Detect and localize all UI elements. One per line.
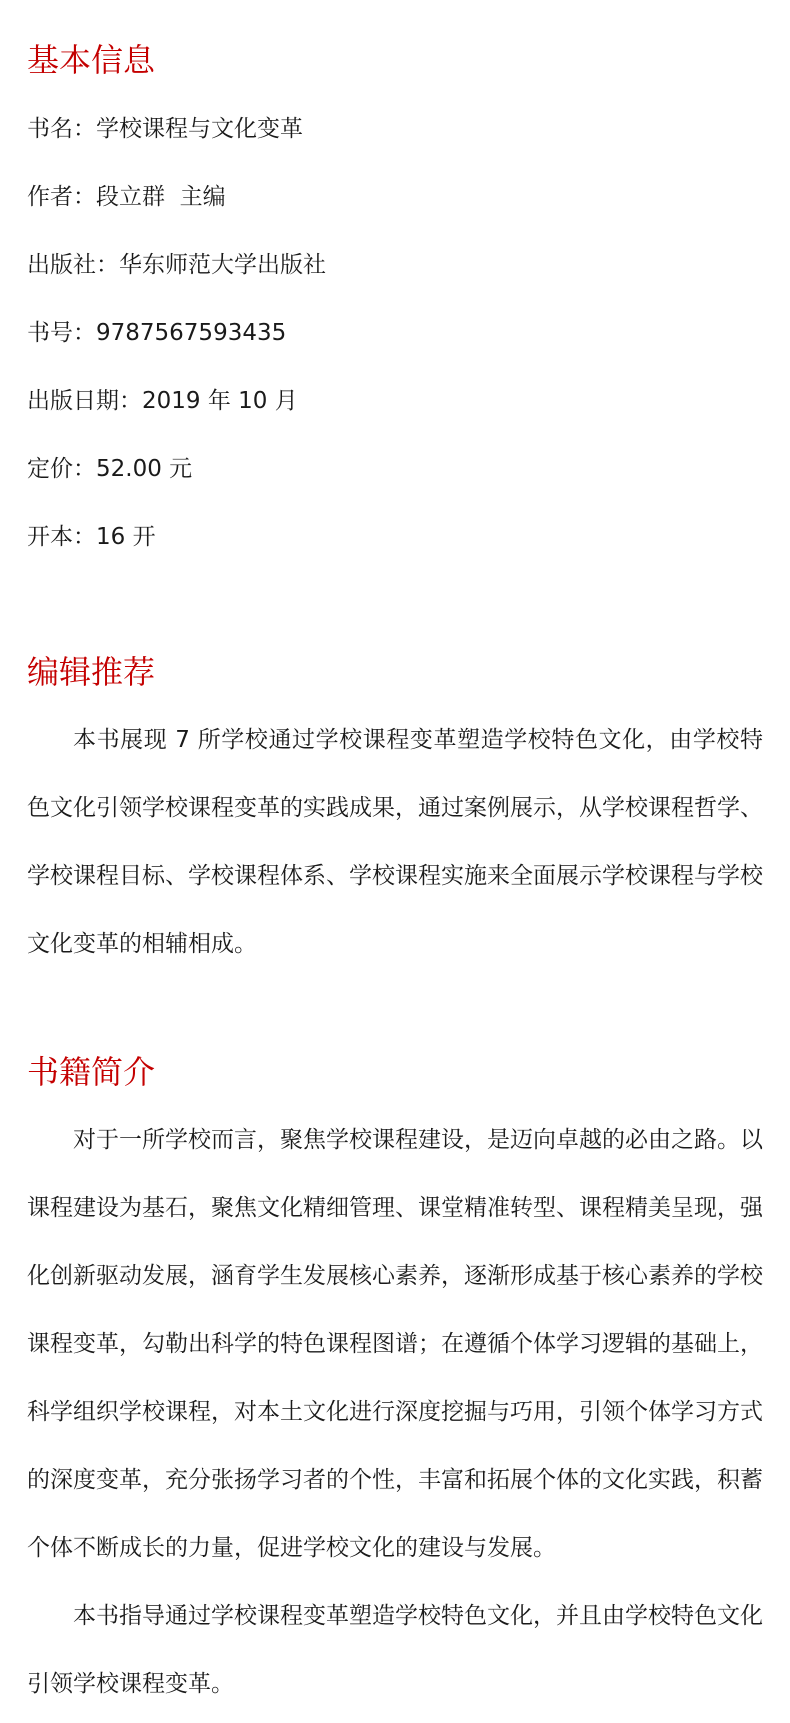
info-value: 段立群 主编 <box>96 184 226 210</box>
info-line-author <box>27 182 763 212</box>
info-value: 52.00 元 <box>96 456 193 482</box>
info-value: 学校课程与文化变革 <box>96 116 303 142</box>
book-summary-heading: 书籍简介 <box>27 1053 156 1091</box>
paragraph: 本书指导通过学校课程变革塑造学校特色文化，并且由学校特色文化引领学校课程变革。 <box>27 1603 763 1697</box>
paragraph: 本书展现 7 所学校通过学校课程变革塑造学校特色文化，由学校特色文化引领学校课程变革的实践成果，通过案例展示，从学校课程哲学、学校课程目标、学校课程体系、学校课程实施来全面展示学校课程与学校文化变革的相辅相成。 <box>27 727 763 957</box>
info-value: 2019 年 10 月 <box>142 388 298 414</box>
info-label: 作者： <box>27 184 96 210</box>
info-line-isbn <box>27 318 763 348</box>
info-line-book-name <box>27 114 763 144</box>
info-value: 华东师范大学出版社 <box>119 252 326 278</box>
info-value: 9787567593435 <box>96 320 287 346</box>
basic-info-list <box>27 114 763 590</box>
editor-recommendation-body <box>27 706 763 978</box>
info-label: 出版日期： <box>27 388 142 414</box>
info-label: 书名： <box>27 116 96 142</box>
paragraph: 对于一所学校而言，聚焦学校课程建设，是迈向卓越的必由之路。以课程建设为基石，聚焦文化精细管理、课堂精准转型、课程精美呈现，强化创新驱动发展，涵育学生发展核心素养，逐渐形成基于核心素养的学校课程变革，勾勒出科学的特色课程图谱；在遵循个体学习逻辑的基础上，科学组织学校课程，对本土文化进行深度挖掘与巧用，引领个体学习方式的深度变革，充分张扬学习者的个性，丰富和拓展个体的文化实践，积蓄个体不断成长的力量，促进学校文化的建设与发展。 <box>27 1127 763 1561</box>
info-line-publish-date <box>27 386 763 416</box>
info-label: 出版社： <box>27 252 119 278</box>
info-label: 定价： <box>27 456 96 482</box>
book-summary-body <box>27 1106 763 1718</box>
editor-recommendation-heading: 编辑推荐 <box>27 653 156 691</box>
info-line-price <box>27 454 763 484</box>
info-label: 开本： <box>27 524 96 550</box>
basic-info-heading: 基本信息 <box>27 41 156 79</box>
info-label: 书号： <box>27 320 96 346</box>
info-value: 16 开 <box>96 524 156 550</box>
info-line-format <box>27 522 763 552</box>
info-line-publisher <box>27 250 763 280</box>
